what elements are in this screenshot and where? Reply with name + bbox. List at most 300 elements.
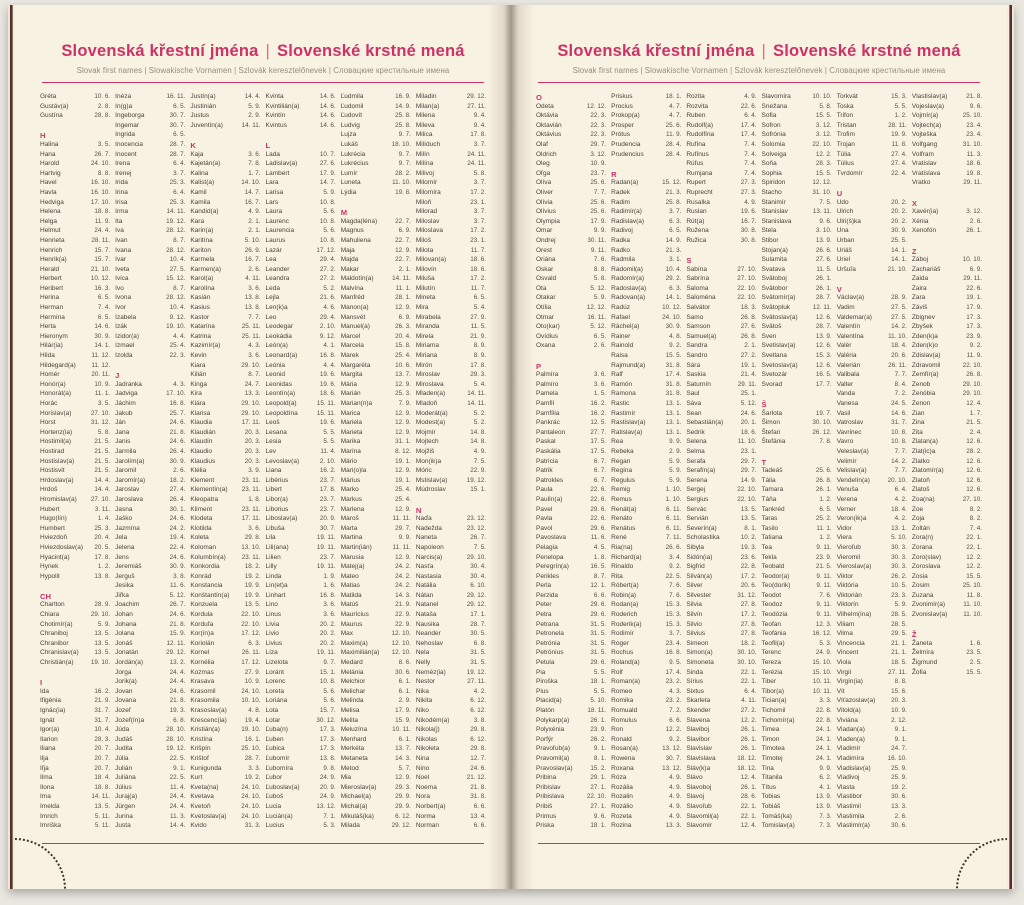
name-entry [416,601,486,611]
entry-date: 5. 4. [473,304,487,312]
entry-name: Lukrécius [340,160,369,168]
name-entry [115,592,185,602]
entry-name: Melisa [340,707,360,714]
entry-name: Teodot [761,591,782,599]
name-entry [611,496,681,506]
name-entry [416,400,486,410]
name-entry [536,170,606,180]
entry-date: 25. 3. [94,524,111,532]
name-entry [686,381,756,391]
entry-name: Palmíro [536,380,559,388]
entry-name: Marcel [340,332,361,340]
name-entry [837,697,907,707]
entry-name: Leoš [265,419,280,427]
entry-name: Saloma [686,284,709,292]
name-entry [266,659,336,669]
name-entry [762,486,832,496]
name-entry [611,266,681,276]
entry-name: Maroš [340,515,359,523]
entry-date: 29. 5. [891,630,907,638]
entry-name: Ľuboslav(a) [265,783,300,791]
name-entry [686,736,756,746]
name-column [115,93,185,839]
entry-name: Rufína [686,140,706,148]
entry-name: Nika [415,687,429,695]
entry-name: Ondrej [536,236,556,244]
name-entry [115,227,185,237]
entry-name: Zden(k)o [911,342,938,350]
entry-date: 7. 7. [894,447,907,455]
name-entry [416,669,486,679]
entry-name: Pamfil [536,400,555,407]
name-entry [115,160,185,170]
entry-name: Ján [115,419,126,427]
name-entry [686,573,756,583]
entry-name: Linda [265,572,282,580]
name-entry [762,813,832,823]
name-entry [536,467,606,477]
entry-date: 16. 7. [740,217,757,225]
entry-date: 11. 10. [737,438,757,446]
entry-date: 6. 4. [894,486,907,494]
name-entry [611,93,681,103]
entry-name: Radoslav(a) [611,284,647,292]
entry-name: Rozalin [611,793,633,801]
entry-name: Lucius [265,822,285,830]
entry-name: Prudencia [611,140,641,148]
entry-name: Loriána [265,697,288,705]
name-entry [416,103,486,113]
entry-name: Stanislava [761,217,792,225]
blank-row [40,669,110,679]
entry-date: 19. 2. [244,572,261,580]
entry-name: Titanila [761,774,783,782]
name-entry [912,314,982,324]
entry-date: 22. 8. [815,707,832,714]
name-entry [40,755,110,765]
entry-name: Žigmund [911,659,938,667]
entry-name: Kilián [190,371,207,379]
name-entry [190,765,260,775]
name-entry [115,467,185,477]
entry-date: 6. 11. [666,505,682,513]
name-entry [912,486,982,496]
entry-name: Levoslav(a) [265,457,300,465]
name-entry [611,669,681,679]
name-entry [912,410,982,420]
name-entry [40,601,110,611]
entry-date: 23. 1. [740,447,757,455]
name-entry [341,554,411,564]
entry-name: Klodeta [190,515,213,523]
entry-name: Izabela [115,313,137,321]
entry-name: Tamara [761,486,784,494]
entry-date: 31. 7. [94,707,111,714]
name-entry [611,813,681,823]
entry-date: 9. 1. [173,764,186,772]
entry-date: 24. 1. [815,735,832,743]
name-entry [416,390,486,400]
entry-date: 24. 10. [662,313,682,321]
name-entry [416,410,486,420]
entry-date: 11. 5. [816,265,832,273]
entry-date: 13. 5. [94,630,111,638]
name-entry [115,122,185,132]
name-entry [40,506,110,516]
entry-name: Hypolit [40,572,60,580]
entry-date: 14. 8. [470,438,487,446]
name-entry [266,419,336,429]
entry-name: Teofánia [761,630,787,638]
name-entry [912,573,982,583]
name-entry [115,534,185,544]
name-entry [686,477,756,487]
entry-date: 10. 4. [169,256,186,264]
name-entry [837,208,907,218]
name-entry [536,496,606,506]
entry-name: Zoro(slav) [911,553,942,561]
entry-date: 27. 4. [891,150,907,158]
name-entry [341,506,411,516]
entry-date: 2. 6. [593,342,607,350]
entry-date: 27. 7. [590,428,607,436]
entry-date: 30. 6. [891,822,907,830]
entry-date: 12. 9. [395,304,411,312]
name-entry [416,256,486,266]
entry-date: 9. 6. [819,217,832,225]
name-entry [341,534,411,544]
name-entry [686,141,756,151]
entry-date: 24. 11. [467,160,487,168]
name-entry [837,419,907,429]
name-entry [40,765,110,775]
entry-date: 20. 2. [891,198,907,206]
name-entry [190,813,260,823]
entry-date: 19. 6. [319,419,336,427]
entry-date: 30. 6. [891,793,907,801]
entry-name: Vojtech(a) [911,121,942,129]
entry-name: Maurus [340,620,363,628]
entry-name: Silver [686,582,703,590]
entry-date: 20. 6. [891,352,907,360]
entry-name: Zuzana [911,591,934,599]
entry-date: 24. 6. [169,611,186,619]
entry-date: 3. 7. [473,217,487,225]
entry-date: 6. 9. [969,265,983,273]
entry-date: 8. 7. [248,371,261,379]
name-entry [912,563,982,573]
entry-name: Lambert [265,169,290,177]
name-entry [762,601,832,611]
entry-name: Marusia [340,553,364,561]
name-entry [416,486,486,496]
name-entry [912,400,982,410]
name-entry [341,247,411,257]
entry-name: Vojeslav(a) [911,102,945,110]
entry-name: Humbert [40,524,65,532]
entry-name: Primus [536,812,557,820]
blank-row [40,582,110,592]
entry-name: Tobiáš [761,802,781,810]
entry-date: 3. 8. [173,572,186,580]
name-entry [611,467,681,477]
entry-date: 28. 7. [244,754,261,762]
page-stack-edge-left [8,5,15,889]
name-entry [686,227,756,237]
name-entry [762,208,832,218]
name-entry [416,688,486,698]
entry-date: 12. 6. [966,438,983,446]
name-entry [266,688,336,698]
entry-name: Milovan(a) [415,256,447,264]
name-entry [416,611,486,621]
entry-name: Zlat(ic)a [911,447,936,455]
entry-date: 8. 9. [473,352,487,360]
name-entry [115,736,185,746]
entry-date: 29. 11. [963,275,983,283]
entry-name: Silvester [686,591,712,599]
name-entry [115,525,185,535]
entry-date: 13. 3. [891,802,907,810]
name-entry [837,323,907,333]
entry-name: Kveta(na) [190,783,219,791]
name-entry [611,601,681,611]
name-entry [611,419,681,429]
entry-date: 5. 10. [590,697,607,705]
name-entry [115,131,185,141]
entry-date: 30. 8. [740,236,757,244]
entry-name: Paulín(a) [536,495,563,503]
entry-date: 5. 12. [590,323,607,331]
name-entry [686,151,756,161]
entry-name: Miroslav [415,371,441,379]
entry-name: Nelly [415,659,431,667]
entry-date: 31. 12. [737,591,757,599]
entry-date: 19. 11. [316,543,336,551]
entry-name: Kamil [190,188,207,196]
name-entry [190,381,260,391]
entry-date: 21. 10. [90,265,111,273]
entry-date: 6. 8. [173,716,186,724]
name-entry [341,131,411,141]
entry-date: 6. 4. [744,112,757,120]
entry-name: Lili(ana) [265,543,289,551]
entry-date: 19. 4. [244,716,261,724]
entry-date: 29. 3. [470,371,487,379]
name-entry [536,726,606,736]
entry-date: 4. 3. [669,687,682,695]
entry-name: Ivica [115,275,129,283]
name-entry [611,237,681,247]
entry-date: 19. 1. [395,476,411,484]
entry-date: 4. 9. [669,812,682,820]
name-entry [115,813,185,823]
name-entry [190,390,260,400]
entry-date: 18. 4. [891,342,907,350]
name-entry [266,112,336,122]
entry-date: 11. 6. [170,582,186,590]
entry-name: Michal(a) [340,802,368,810]
entry-name: Markus [340,495,362,503]
page-left [15,5,511,889]
entry-name: Prokop(a) [611,112,640,120]
name-entry [837,448,907,458]
name-entry [266,554,336,564]
entry-date: 12. 7. [470,754,487,762]
entry-name: Ramona [611,390,636,398]
entry-name: Kvinta [265,93,284,100]
name-entry [762,784,832,794]
entry-name: Marián [340,390,361,398]
name-entry [115,496,185,506]
entry-date: 7. 4. [969,524,983,532]
entry-name: Simon(a) [686,649,713,657]
name-entry [837,170,907,180]
name-entry [115,218,185,228]
entry-date: 29. 6. [590,611,607,619]
entry-date: 9. 1. [894,726,907,734]
entry-name: Rochus [611,649,634,657]
entry-date: 2. 6. [894,812,907,820]
name-entry [190,342,260,352]
blank-row [341,199,411,209]
entry-date: 16. 2. [319,467,336,475]
entry-name: Penelopa [536,553,564,561]
name-column [416,93,486,839]
name-entry [115,765,185,775]
entry-date: 29. 7. [395,524,411,532]
entry-name: Melichar [340,687,366,695]
entry-name: Ida [40,687,50,695]
entry-name: Johana [115,620,137,628]
footer-rule [538,843,980,844]
entry-date: 6. 7. [593,457,607,465]
name-entry [416,294,486,304]
name-entry [611,458,681,468]
entry-date: 3. 7. [473,140,487,148]
name-entry [416,438,486,448]
entry-date: 24. 10. [241,783,261,791]
entry-name: Oľga [536,169,551,177]
entry-date: 13. 12. [662,745,682,753]
entry-name: Zlatoň [911,476,930,484]
name-entry [341,784,411,794]
name-entry [912,160,982,170]
entry-name: Lota [265,707,279,714]
name-entry [611,352,681,362]
name-entry [837,774,907,784]
entry-name: Juliána [115,774,136,782]
entry-date: 18. 6. [319,390,336,398]
entry-date: 18. 11. [587,707,607,714]
name-entry [611,103,681,113]
entry-date: 16. 10. [887,754,907,762]
entry-date: 21. 9. [94,697,111,705]
entry-name: Jovan [115,687,133,695]
entry-name: Krasava [190,678,215,686]
entry-date: 25. 3. [395,390,411,398]
entry-date: 16. 11. [587,313,607,321]
entry-name: Vojmír(a) [911,112,939,120]
entry-name: Virgil [836,668,852,676]
name-entry [837,304,907,314]
entry-date: 6. 4. [173,160,186,168]
entry-name: Zoa(na) [911,495,935,503]
entry-name: Júda [115,726,130,734]
name-entry [190,122,260,132]
entry-date: 26. 6. [815,246,832,254]
entry-date: 10. 9. [94,380,111,388]
name-entry [762,256,832,266]
entry-date: 22. 10. [962,361,983,369]
entry-date: 17. 3. [966,323,983,331]
entry-date: 24. 11. [467,150,487,158]
entry-date: 24. 1. [815,754,832,762]
name-column [341,93,411,839]
name-entry [266,323,336,333]
entry-name: Lilien [265,553,281,561]
entry-name: Teodor(a) [761,572,790,580]
entry-name: Petra [536,611,552,619]
entry-name: Marta [340,524,358,532]
entry-date: 9. 9. [669,438,682,446]
name-entry [115,419,185,429]
name-entry [416,218,486,228]
entry-name: Vratislav [911,160,937,168]
entry-name: Perikles [536,572,560,580]
entry-date: 12. 12. [586,304,607,312]
entry-date: 24. 7. [244,380,261,388]
entry-name: Sidón(ia) [686,553,713,561]
entry-date: 4. 4. [323,361,336,369]
name-entry [536,707,606,717]
entry-name: Svetozár [761,371,788,379]
entry-name: Radan(a) [611,179,639,187]
name-entry [912,304,982,314]
entry-name: Múdroslav [415,486,446,494]
entry-date: 20. 10. [887,476,907,484]
entry-name: Jáchim [115,400,136,407]
entry-date: 13. 10. [241,543,261,551]
entry-name: Rastic [611,400,630,407]
name-entry [341,275,411,285]
entry-date: 12. 11. [812,304,832,312]
name-entry [115,429,185,439]
entry-name: Milovín [415,265,437,273]
entry-date: 27. 11. [467,678,487,686]
entry-date: 14. 2. [891,457,907,465]
name-entry [536,410,606,420]
name-entry [40,438,110,448]
name-entry [686,640,756,650]
entry-name: Kunigunda [190,764,222,772]
section-letter: S [686,256,692,266]
entry-date: 21. 8. [169,428,186,436]
entry-date: 15. 7. [94,256,111,264]
entry-date: 30. 3. [891,553,907,561]
entry-name: Jaško [115,515,133,523]
name-entry [266,477,336,487]
entry-date: 18. 4. [94,774,111,782]
name-entry [762,534,832,544]
entry-name: Halina [40,140,59,148]
name-entry [341,765,411,775]
entry-name: Nela [415,649,430,657]
name-entry [762,803,832,813]
blank-row [837,179,907,189]
entry-name: Ingrida [115,131,136,139]
entry-name: Marian(n)a [340,400,373,407]
